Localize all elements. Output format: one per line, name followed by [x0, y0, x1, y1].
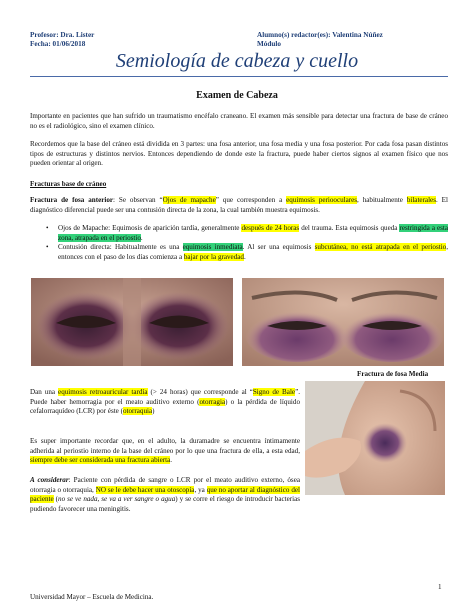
subheading-fracturas: Fracturas base de cráneo	[30, 180, 107, 188]
text-run: del trauma. Esta equimosis queda	[299, 224, 400, 232]
highlight: que no aportar al diagnóstico del paciente	[30, 485, 300, 504]
anterior-paragraph	[30, 196, 448, 215]
highlight: subcutánea, no está atrapada en el periostio	[314, 243, 447, 252]
media-paragraph	[30, 388, 300, 417]
section-title: Examen de Cabeza	[196, 90, 278, 101]
header-left	[30, 31, 94, 49]
bullet-list	[46, 224, 448, 262]
text-run: ” que corresponden a	[215, 196, 287, 204]
bullet-icon: •	[46, 243, 49, 252]
bullet-icon: •	[46, 224, 49, 232]
page-title: Semiología de cabeza y cuello	[115, 50, 359, 72]
anterior-label: Fractura de fosa anterior	[30, 196, 114, 204]
consider-paragraph	[30, 476, 300, 514]
battle-sign-photo	[305, 381, 445, 495]
intro-paragraph: Importante en pacientes que han sufrido un traumatismo encéfalo craneano. El examen más sensible para detectar una fractura de base de cráneo no es el radiológico, sino el examen clínico.	[30, 112, 448, 130]
text-run: ”. Puede haber hemorragia por el meato auditivo externo (	[30, 388, 300, 406]
text-run: : Se observan “	[113, 196, 163, 204]
text-run: , entonces con el paso de los días comienza a	[58, 243, 448, 261]
text-run: , ya	[194, 485, 207, 494]
text-run: .	[170, 456, 173, 465]
header-alumno: Alumno(s) redactor(es): Valentina Núñez	[257, 31, 383, 39]
highlight: NO se le debe hacer una otoscopía	[95, 485, 195, 494]
footer: Universidad Mayor – Escuela de Medicina.	[30, 593, 154, 601]
highlight: bajar por la gravedad	[183, 252, 244, 261]
text-run: Contusión directa: Habitualmente es una	[58, 243, 183, 252]
text-run: Ojos de Mapache: Equimosis de aparición tardía, generalmente	[58, 224, 242, 232]
highlight: Ojos de mapache	[162, 196, 216, 204]
header-profesor: Profesor: Dra. Lister	[30, 31, 95, 39]
text-run: ) y se corre el riesgo de introducir bacterias pudiendo favorecer una meningitis.	[30, 495, 301, 513]
text-run: Es super importante recordar que, en el adulto, la duramadre se encuentra íntimamente adherida al periostio interno de la base del cráneo por lo que una fractura de ella, a esta edad,	[30, 437, 300, 455]
highlight-green: equimosis inmediata	[182, 243, 243, 252]
consider-label: A considerar	[30, 476, 69, 484]
text-run: Dan una	[30, 388, 59, 396]
text-run: : Paciente con pérdida de sangre o LCR por el meato auditivo externo, ósea otorragia o otorraquia,	[30, 476, 300, 494]
italic-text: no se ve nada, se va a ver sangre o agua	[58, 495, 176, 504]
text-run: . El diagnóstico diferencial puede ser una contusión directa de la zona, la cual también muestra equimosis.	[30, 196, 448, 214]
text-run: , habitualmente	[357, 196, 407, 204]
page-number: 1	[438, 583, 442, 591]
highlight: bilaterales	[406, 196, 436, 204]
highlight: equimosis periooculares	[286, 196, 358, 204]
text-run: .	[140, 233, 143, 242]
text-run: (> 24 horas) que corresponde al “	[147, 388, 253, 396]
highlight-green: restringida a esta zona, atrapada en el periostio	[58, 224, 449, 242]
highlight: otorraquia	[122, 407, 153, 416]
dura-paragraph	[30, 437, 300, 466]
text-run: .	[243, 252, 246, 261]
highlight: Signo de Bale	[252, 388, 296, 396]
text-run: (	[53, 495, 59, 504]
title-divider	[30, 76, 448, 77]
highlight: otorragia	[199, 397, 226, 406]
highlight: equimosis retroauricular tardía	[58, 388, 148, 396]
header-fecha: Fecha: 01/06/2018	[30, 40, 86, 48]
list-item	[46, 243, 448, 262]
text-run: )	[152, 407, 155, 416]
text-run: ) o la pérdida de líquido cefalorraquídeo (LCR) por éste (	[30, 397, 300, 416]
highlight: siempre debe ser considerada una fractura abierta	[30, 456, 171, 465]
highlight: después de 24 horas	[241, 224, 300, 232]
caption-fosa-media: Fractura de fosa Media	[357, 370, 429, 378]
periorbital-bruising-photo	[242, 278, 444, 366]
list-item	[46, 224, 448, 243]
header-modulo: Módulo	[257, 40, 281, 48]
recall-paragraph: Recordemos que la base del cráneo está dividida en 3 partes: una fosa anterior, una fosa media y una fosa posterior. Por cada fosa pasan distintos tipos de estructuras y distintos nervios. Entonces dependiendo de donde este la fractura, puede haber ciertos signos al examen físico que nos pueden orientar al origen.	[30, 140, 448, 168]
text-run: . Al ser una equimosis	[242, 243, 315, 252]
raccoon-eyes-photo	[31, 278, 233, 366]
header-right	[257, 31, 383, 49]
